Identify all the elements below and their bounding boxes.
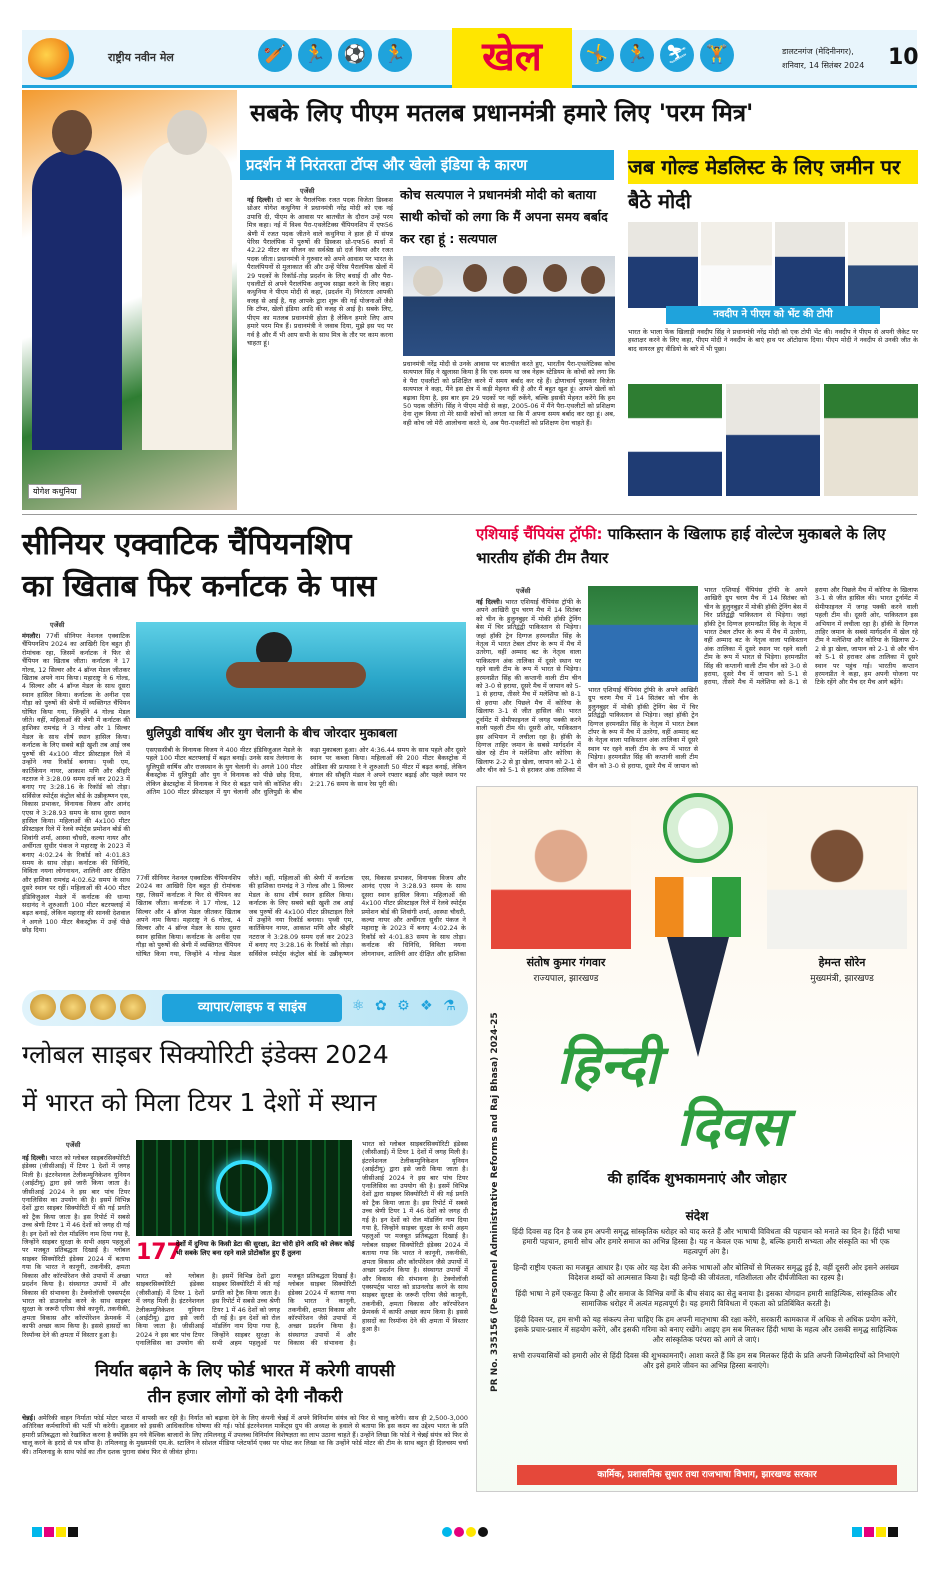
coin-icon [30, 994, 56, 1020]
cm-photo [767, 799, 907, 949]
story4-headline-2: का खिताब फिर कर्नाटक के पास [22, 569, 377, 604]
ad-message [511, 1227, 901, 1457]
sports-icons-left [258, 38, 448, 78]
governor-title: राज्यपाल, झारखण्ड [533, 974, 599, 984]
jharkhand-emblem-icon [663, 793, 733, 863]
dateline-city: डालटनगंज (मेदिनीनगर), [782, 47, 854, 56]
photo-3 [775, 222, 845, 308]
hindi-diwas-ad [476, 786, 918, 1492]
hurdle-icon: 🏃 [378, 38, 412, 72]
coaches-with-pm-photo [403, 256, 615, 356]
paper-name: राष्ट्रीय नवीन मेल [108, 51, 174, 64]
science-icons: ⚛ ✿ ⚙ ❖ ⚗ [352, 998, 459, 1014]
ad-para-1: हिंदी दिवस वह दिन है जब हम अपनी समृद्ध सांस्कृतिक धरोहर को याद करते हैं और भाषायी विविधता की पहचान को मनाते का दिन है। हिंदी भाषा हमारी पहचान, हमारी सोच और हमारे समाज का अभिन्न हिस्सा है। यह न केवल एक भाषा है, बल्कि हमारी सभ्यता और संस्कृति का भी एक महत्वपूर्ण अंग है। [512, 1227, 900, 1256]
story6-dateline: नई दिल्ली। [22, 1154, 48, 1162]
story3-body: भारत के भाला फेंक खिलाड़ी नवदीप सिंह ने प्रधानमंत्री नरेंद्र मोदी को एक टोपी भेंट की। नवदीप ने पीएम से अपनी जैकेट पर हस्ताक्षर करने के लिए कहा, पीएम मोदी ने नवदीप के बाएं हाथ पर ऑटोग्राफ दिया। पीएम मोदी ने नवदीप से उनकी जीत के बाद वायरल हुए वीडियो के बारे में भी पूछा। [628, 328, 918, 353]
story5-body-col1 [476, 598, 581, 774]
story6-headline-1: ग्लोबल साइबर सिक्योरिटी इंडेक्स 2024 [22, 1040, 389, 1069]
photo-6 [726, 384, 820, 496]
photo-tag: योगेश कथुनिया [28, 484, 82, 499]
ad-para-2: हिन्दी राष्ट्रीय एकता का मजबूत आधार है। एक ओर यह देश की अनेक भाषाओं और बोलियों से मिलकर समृद्ध हुई है, वहीं दूसरी ओर इसने असंख्य विदेशज शब्दों को आत्मसात किया है। यही हिन्दी की जीवंतता, गतिशीलता और दीर्घजीविता का रहस्य है। [513, 1263, 899, 1282]
story4-body-col1 [22, 632, 130, 964]
cyber-graphic [136, 1140, 352, 1236]
story5-byline: एजेंसी [516, 587, 531, 595]
football-icon: ⚽ [338, 38, 372, 72]
cm-name: हेमन्त सोरेन [818, 956, 866, 969]
story6-body-right: भारत को ग्लोबल साइबरसिक्योरिटी इंडेक्स (जीसीआई) में टियर 1 देशों में जगह मिली है। इंटरनेशनल टेलीकम्युनिकेशन यूनियन (आईटीयू) द्वारा इसे जारी किया जाता है। जीसीआई 2024 ने इस बार पांच टियर एनालिसिस का उपयोग की है। इसमें विभिन्न देशों द्वारा साइबर सिक्योरिटी में की गई प्रगति को ट्रैक किया जाता है। इस रिपोर्ट में सबसे उच्च श्रेणी टियर 1 में 46 देशों को जगह दी गई है। इन देशों को रोल मॉडलिंग नाम दिया गया है, जिन्होंने साइबर सुरक्षा के सभी अहम पहलुओं पर मजबूत प्रतिबद्धता दिखाई है। ग्लोबल साइबर सिक्योरिटी इंडेक्स 2024 में बताया गया कि भारत ने कानूनी, तकनीकी, क्षमता विकास और कॉरपोरेशन जैसे उपायों में अच्छा प्रदर्शन किया है। संस्थागत उपायों में और विकास की संभावना है। टेक्नोलॉजी एक्सपर्ट्स भारत को डाउनलोड करने के साथ साइबर सुरक्षा के जरूरी एरिया जैसे कानूनी, तकनीकी, क्षमता विकास और कॉरपोरेशन फ्रेमवर्क में काफी अच्छा काम किया है। इससे हासदों का रिस्पॉन्स देने की क्षमता में विस्तार हुआ है। [362, 1140, 468, 1333]
story5-headline [476, 522, 918, 570]
story1-dateline: नई दिल्ली। [247, 196, 274, 204]
photo-5 [628, 384, 722, 496]
governor-photo [491, 799, 631, 949]
governor-name: संतोष कुमार गंगवार [526, 956, 606, 969]
ad-footer: कार्मिक, प्रशासनिक सुधार तथा राजभाषा विभाग, झारखण्ड सरकार [517, 1465, 897, 1485]
story3-headline: जब गोल्ड मेडलिस्ट के लिए जमीन पर बैठे मोदी [628, 150, 918, 218]
story6-text: भारत को ग्लोबल साइबरसिक्योरिटी इंडेक्स (जीसीआई) में टियर 1 देशों में जगह मिली है। इंटरनेशनल टेलीकम्युनिकेशन यूनियन (आईटीयू) द्वारा इसे जारी किया जाता है। जीसीआई 2024 ने इस बार पांच टियर एनालिसिस का उपयोग की है। इसमें विभिन्न देशों द्वारा साइबर सिक्योरिटी में की गई प्रगति को ट्रैक किया जाता है। इस रिपोर्ट में सबसे उच्च श्रेणी टियर 1 में 46 देशों को जगह दी गई है। इन देशों को रोल मॉडलिंग नाम दिया गया है, जिन्होंने साइबर सुरक्षा के सभी अहम पहलुओं पर मजबूत प्रतिबद्धता दिखाई है। ग्लोबल साइबर सिक्योरिटी इंडेक्स 2024 में बताया गया कि भारत ने कानूनी, तकनीकी, क्षमता विकास और कॉरपोरेशन जैसे उपायों में अच्छा प्रदर्शन किया है। संस्थागत उपायों में और विकास की संभावना है। टेक्नोलॉजी एक्सपर्ट्स भारत को डाउनलोड करने के साथ साइबर सुरक्षा के जरूरी एरिया जैसे कानूनी, तकनीकी, क्षमता विकास और कॉरपोरेशन फ्रेमवर्क में काफी अच्छा काम किया है। इससे हासदों का रिस्पॉन्स देने की क्षमता में विस्तार हुआ है। [22, 1154, 130, 1339]
photo-1 [628, 222, 698, 308]
story7-text: अमेरिकी वाहन निर्माता फोर्ड मोटर भारत में वापसी कर रही है। निर्यात को बढ़ावा देने के लिए कंपनी चेन्नई में अपने विनिर्माण संयंत्र को फिर से चालू करेगी। साथ ही 2,500-3,000 अतिरिक्त कर्मचारियों की भर्ती भी करेगी। शुक्रवार को इसकी आधिकारिक घोषणा की गई। फोर्ड इंटरनेशनल मार्केट्स ग्रुप की अध्यक्ष के हवाले से बताया कि इस कदम का उद्देश्य भारत के प्रति हमारी प्रतिबद्धता को रेखांकित करना है क्योंकि हम नये वैश्विक बाजारों के लिए तमिलनाडु में उपलब्ध विनिर्माण विशेषज्ञता का लाभ उठाना चाहते हैं। उन्होंने लिखा कि फोर्ड ने चेन्नई संयंत्र को फिर से चालू करने के इरादे से पत्र सौंपा है। तमिलनाडु के मुख्यमंत्री एम.के. स्टालिन ने सोशल मीडिया प्लेटफॉर्म एक्स पर पोस्ट कर लिखा था कि उन्होंने फोर्ड मोटर की टीम के साथ बहुत ही दिलचस्प चर्चा की। तमिलनाडु के साथ फोर्ड का तीन दशक पुराना संबंध फिर से जीवंत होगा। [22, 1414, 468, 1456]
story4-tail: 77वीं सीनियर नेशनल एक्वाटिक चैंपियनशिप 2024 का आखिरी दिन बहुत ही रोमांचक रहा, जिसमें कर्नाटक ने फिर से चैंपियन का खिताब जीता। कर्नाटक ने 17 गोल्ड, 12 सिल्वर और 4 ब्रॉन्ज मेडल जीतकर खिताब अपने नाम किया। महाराष्ट्र ने 6 गोल्ड, 4 सिल्वर और 4 ब्रॉन्ज मेडल के साथ दूसरा स्थान हासिल किया। कर्नाटक के अनीश एस गौड़ा को पुरुषों की श्रेणी में व्यक्तिगत चैंपियन घोषित किया गया, जिन्होंने 4 गोल्ड मेडल जीते। वहीं, महिलाओं की श्रेणी में कर्नाटक की हाशिका रामचंद्र ने 3 गोल्ड और 1 सिल्वर मेडल के साथ शीर्ष स्थान हासिल किया। कर्नाटक के लिए सबसे बड़ी खुशी तब आई जब पुरुषों की 4x100 मीटर फ्रीस्टाइल रिले में उन्होंने नया रिकॉर्ड बनाया। पृथ्वी एम, कार्तिकेयन नायर, आकाश मणि और श्रीहरि नटराज ने 3:28.09 समय दर्ज कर 2023 में बनाए गए 3:28.16 के रिकॉर्ड को तोड़ा। सर्विसेज स्पोर्ट्स कंट्रोल बोर्ड के उन्नीकृष्णन एस, विकास प्रभाकर, विनायक विजय और आनंद एएस ने 3:28.93 समय के साथ दूसरा स्थान हासिल किया। महिलाओं की 4x100 मीटर फ्रीस्टाइल रिले में रेलवे स्पोर्ट्स प्रमोशन बोर्ड की शिवांगी शर्मा, आस्था चौधरी, कल्या नायर और अर्चीगता सुधीर पंकज ने महाराष्ट्र के 2023 में बनाए 4:02.24 के रिकॉर्ड को 4:01.83 समय के साथ तोड़ा। कर्नाटक की धिनिधि, विविता नयना लोगनाथन, शालिनी आर दीक्षित और हाशिका [136, 874, 466, 958]
story7-body [22, 1414, 468, 1492]
photo-4 [848, 222, 918, 308]
hockey-photo [588, 586, 698, 682]
story1-headline: सबके लिए पीएम मतलब प्रधानमंत्री हमारे लिए 'परम मित्र' [250, 99, 754, 127]
modi-kathuniya-photo [22, 90, 237, 510]
kick-icon: 🤸 [580, 38, 614, 72]
section-band-label: व्यापार/लाइफ व साइंस [162, 994, 342, 1022]
story6-body-col1 [22, 1154, 130, 1354]
story1-byline: एजेंसी [300, 187, 315, 195]
ad-para-5: सभी राज्यवासियों को हमारी ओर से हिंदी दिवस की शुभकामनाएँ। आशा करते हैं कि हम सब मिलकर हिंदी के प्रति अपनी जिम्मेदारियों को निभाएंगे और इसे हमारे जीवन का अभिन्न हिस्सा बनाएंगे। [512, 1351, 900, 1370]
runner-icon: 🏃 [298, 38, 332, 72]
ad-para-3: हिंदी भाषा ने हमें एकजुट किया है और समाज के विभिन्न वर्गों के बीच संवाद का सेतु बनाया है। इसका योगदान हमारी साहित्यिक, सांस्कृतिक और सामाजिक धरोहर में अत्यंत महत्वपूर्ण है। यह हमारी विविधता में एकता को प्रतिबिंबित करती है। [515, 1289, 897, 1308]
sports-icons-right [580, 38, 780, 78]
color-registration-strip [22, 1520, 917, 1534]
story7-headline-2: तीन हजार लोगों को देगी नौकरी [147, 1387, 343, 1407]
story6-headline-2: में भारत को मिला टियर 1 देशों में स्थान [22, 1088, 377, 1117]
story4-subbody: एसएससीबी के विनायक विजय ने 400 मीटर इंडिविजुअल मेडले के पहले 100 मीटर बटरफ्लाई में बढ़त बनाई। उनके साथ तेलंगाना के धुलिपुडी वार्षिथ और राजस्थान के युग चेलानी थे। अगले 100 मीटर बैकस्ट्रोक में धुलिपुडी और युग ने विनायक को पीछे छोड़ दिया, लेकिन ब्रेस्टस्ट्रोक में विनायक ने फिर से बढ़त पाने की कोशिश की। अंतिम 100 मीटर फ्रीस्टाइल में युग चेलानी और धुलिपुडी के बीच कड़ा मुकाबला हुआ। ओर 4:36.44 समय के साथ पहले और दूसरे स्थान पर कब्जा किया। महिलाओं की 200 मीटर बैकस्ट्रोक में ओडिशा की प्रत्यासा रे ने शुरुआती 50 मीटर में बढ़त बनाई, लेकिन बंगाल की सौबृति मंडल ने अपने रफ्तार बढ़ाई और पहले स्थान पर 2:21.76 समय के साथ रेस पूरी की। [146, 746, 466, 797]
ad-title-hindi: हिन्दी [557, 1033, 660, 1096]
ad-para-4: हिंदी दिवस पर, हम सभी को यह संकल्प लेना चाहिए कि हम अपनी मातृभाषा की रक्षा करेंगे, सरकारी कामकाज में अधिक से अधिक प्रयोग करेंगे, इसके प्रचार-प्रसार में सहयोग करेंगे, और इसकी गरिमा को बनाए रखेंगे। आइए हम सब मिलकर हिंदी भाषा के महत्व और उसकी समृद्ध साहित्यिक और सांस्कृतिक परंपरा को आगे ले जाएं। [514, 1315, 898, 1344]
story6-byline: एजेंसी [66, 1141, 81, 1149]
pr-number: PR No. 335156 (Personnel Administrative Reforms and Raj Bhasa) 2024-25 [490, 1012, 500, 1392]
story4-text: 77वीं सीनियर नेशनल एक्वाटिक चैंपियनशिप 2024 का आखिरी दिन बहुत ही रोमांचक रहा, जिसमें कर्नाटक ने फिर से चैंपियन का खिताब जीता। कर्नाटक ने 17 गोल्ड, 12 सिल्वर और 4 ब्रॉन्ज मेडल जीतकर खिताब अपने नाम किया। महाराष्ट्र ने 6 गोल्ड, 4 सिल्वर और 4 ब्रॉन्ज मेडल के साथ दूसरा स्थान हासिल किया। कर्नाटक के अनीश एस गौड़ा को पुरुषों की श्रेणी में व्यक्तिगत चैंपियन घोषित किया गया, जिन्होंने 4 गोल्ड मेडल जीते। वहीं, महिलाओं की श्रेणी में कर्नाटक की हाशिका रामचंद्र ने 3 गोल्ड और 1 सिल्वर मेडल के साथ शीर्ष स्थान हासिल किया। कर्नाटक के लिए सबसे बड़ी खुशी तब आई जब पुरुषों की 4x100 मीटर फ्रीस्टाइल रिले में उन्होंने नया रिकॉर्ड बनाया। पृथ्वी एम, कार्तिकेयन नायर, आकाश मणि और श्रीहरि नटराज ने 3:28.09 समय दर्ज कर 2023 में बनाए गए 3:28.16 के रिकॉर्ड को तोड़ा। सर्विसेज स्पोर्ट्स कंट्रोल बोर्ड के उन्नीकृष्णन एस, विकास प्रभाकर, विनायक विजय और आनंद एएस ने 3:28.93 समय के साथ दूसरा स्थान हासिल किया। महिलाओं की 4x100 मीटर फ्रीस्टाइल रिले में रेलवे स्पोर्ट्स प्रमोशन बोर्ड की शिवांगी शर्मा, आस्था चौधरी, कल्या नायर और अर्चीगता सुधीर पंकज ने महाराष्ट्र के 2023 में बनाए 4:02.24 के रिकॉर्ड को 4:01.83 समय के साथ तोड़ा। कर्नाटक की धिनिधि, विविता नयना लोगनाथन, शालिनी आर दीक्षित और हाशिका रामचंद्र 4:02.62 समय के साथ दूसरे स्थान पर रहीं। महिलाओं की 400 मीटर इंडिविजुअल मेडले में कर्नाटक की धान्या सदानंद ने शुरुआती 100 मीटर बटरफ्लाई में बढ़त बनाई, लेकिन महाराष्ट्र की सानवी देशवाल ने अगले 100 मीटर बैकस्ट्रोक में उन्हें पीछे छोड़ दिया। [22, 632, 130, 935]
stat-number: 177 [136, 1240, 182, 1265]
ad-wish: की हार्दिक शुभकामनाएं और जोहार [607, 1171, 787, 1187]
story5-headline-rest: पाकिस्तान के खिलाफ हाई वोल्टेज मुकाबले के लिए भारतीय हॉकी टीम तैयार [476, 525, 886, 567]
skier-icon: ⛷ [660, 38, 694, 72]
weightlifter-icon: 🏋 [700, 38, 734, 72]
coin-icon [120, 994, 146, 1020]
story1-subhead: प्रदर्शन में निरंतरता टॉप्स और खेलो इंडिया के कारण [240, 150, 614, 180]
story5-dateline: नई दिल्ली। [476, 598, 503, 606]
page-number: 10 [888, 45, 919, 70]
pen-nib-icon [655, 877, 741, 1067]
ad-message-title: संदेश [685, 1209, 709, 1223]
long-jump-icon: 🏃 [620, 38, 654, 72]
dateline-date: शनिवार, 14 सितंबर 2024 [782, 61, 865, 70]
story7-dateline: चेन्नई। [22, 1414, 36, 1422]
story4-headline-1: सीनियर एक्वाटिक चैंपियनशिप [22, 527, 352, 562]
pm-athletes-photos [628, 384, 918, 496]
swimmer-photo [136, 622, 466, 718]
section-band [22, 990, 468, 1026]
story4-dateline: मंगलौर। [22, 632, 41, 640]
story5-kicker: एशियाई चैंपियंस ट्रॉफी: [476, 525, 603, 543]
divider [22, 514, 917, 515]
navdeep-photo-strip [628, 222, 918, 308]
masthead [22, 30, 917, 88]
story1-body [247, 196, 393, 502]
story4-byline: एजेंसी [50, 621, 65, 629]
story3-photo-caption: नवदीप ने पीएम को भेंट की टोपी [666, 306, 880, 324]
story5-body-rest: भारत एशियाई चैंपियंस ट्रॉफी के अपने आखिरी ग्रुप चरण मैच में 14 सितंबर को चीन के हुलुनबुइर में मोकी हॉकी ट्रेनिंग बेस में चिर प्रतिद्वंद्वी पाकिस्तान से भिड़ेगा। जहां हॉकी ट्रेन दिग्गज हरमनप्रीत सिंह के नेतृत्व में भारत टेबल टॉपर के रूप में मैच में उतरेगा, वहीं अम्माद बट के नेतृत्व वाला पाकिस्तान अंक तालिका में दूसरे स्थान पर रहने वाली टीम के रूप में भारत से भिड़ेगा। हरमनप्रीत सिंह की कप्तानी वाली टीम चीन को 3-0 से हराया, दूसरे मैच में जापान को [588, 686, 698, 770]
photo-2 [701, 222, 771, 308]
paper-logo-icon [28, 38, 74, 80]
story7-headline-1: निर्यात बढ़ाने के लिए फोर्ड भारत में करेगी वापसी [95, 1361, 395, 1381]
story2-body: प्रधानमंत्री नरेंद्र मोदी से उनके आवास पर बातचीत करते हुए, भारतीय पैरा-एथलेटिक्स कोच सत्यपाल सिंह ने खुलासा किया है कि एक समय था जब नेहरू स्टेडियम के कोचों को लगा कि वे पैरा एथलीटों को प्रशिक्षित करने में समय बर्बाद कर रहे हैं। द्रोणाचार्य पुरस्कार विजेता सत्यपाल ने कहा, मैंने इस क्षेत्र में कड़ी मेहनत की है और मैं बहुत खुश हूं। आपने खेलों को बढ़ावा दिया है, इस बार हम 29 पदकों पर नहीं रुकेंगे, बल्कि इसकी मेहनत करेंगे कि हम 50 पदक जीतेंगे। सिंह ने पीएम मोदी से कहा, 2005-06 में मैंने पैरा-एथलीटों को प्रशिक्षण देना शुरू किया तो मेरे साथी कोचों को लगता था कि मैं अपना समय बर्बाद कर रहा हूं। अब, वही कोच जो मेरी आलोचना करते थे, अब पैरा-एथलीटों को प्रशिक्षण देना चाहते हैं। [403, 360, 615, 427]
story4-subhead: धुलिपुडी वार्षिथ और युग चेलानी के बीच जोरदार मुकाबला [146, 726, 398, 740]
story5-text: भारत एशियाई चैंपियंस ट्रॉफी के अपने आखिरी ग्रुप चरण मैच में 14 सितंबर को चीन के हुलुनबुइर में मोकी हॉकी ट्रेनिंग बेस में चिर प्रतिद्वंद्वी पाकिस्तान से भिड़ेगा। जहां हॉकी ट्रेन दिग्गज हरमनप्रीत सिंह के नेतृत्व में भारत टेबल टॉपर के रूप में मैच में उतरेगा, वहीं अम्माद बट के नेतृत्व वाला पाकिस्तान अंक तालिका में दूसरे स्थान पर रहने वाली टीम के रूप में भारत से भिड़ेगा। हरमनप्रीत सिंह की कप्तानी वाली टीम चीन को 3-0 से हराया, दूसरे मैच में जापान को 5-1 से हराया, तीसरे मैच में मलेशिया को 8-1 से हराया और पिछले मैच में कोरिया के खिलाफ 3-1 से जीत हासिल की। भारत टूर्नामेंट में सेमीफाइनल में जगह पक्की करने वाली पहली टीम थी। दूसरी ओर, पाकिस्तान इस अभियान में लचीला रहा है। हॉकी के दिग्गज ताहिर जमान के सबसे मार्गदर्शन में खेल रहे टीम ने मलेशिया और कोरिया के खिलाफ 2-2 से ड्रा खेला, जापान को 2-1 से और चीन को 5-1 से हराकर अंक तालिका में [476, 598, 581, 774]
bowler-icon: 🏏 [258, 38, 292, 72]
coin-icons [30, 994, 150, 1022]
ad-title-diwas: दिवस [677, 1095, 787, 1158]
story2-headline: कोच सत्यपाल ने प्रधानमंत्री मोदी को बताया साथी कोचों को लगा कि मैं अपना समय बर्बाद कर रहा हूं : सत्यपाल [400, 187, 608, 246]
section-title: खेल [452, 28, 572, 88]
coin-icon [60, 994, 86, 1020]
story6-body-rest: भारत को ग्लोबल साइबरसिक्योरिटी इंडेक्स (जीसीआई) में टियर 1 देशों में जगह मिली है। इंटरनेशनल टेलीकम्युनिकेशन यूनियन (आईटीयू) द्वारा इसे जारी किया जाता है। जीसीआई 2024 ने इस बार पांच टियर एनालिसिस का उपयोग की है। इसमें विभिन्न देशों द्वारा साइबर सिक्योरिटी में की गई प्रगति को ट्रैक किया जाता है। इस रिपोर्ट में सबसे उच्च श्रेणी टियर 1 में 46 देशों को जगह दी गई है। इन देशों को रोल मॉडलिंग नाम दिया गया है, जिन्होंने साइबर सुरक्षा के सभी अहम पहलुओं पर मजबूत प्रतिबद्धता दिखाई है। ग्लोबल साइबर सिक्योरिटी इंडेक्स 2024 में बताया गया कि भारत ने कानूनी, तकनीकी, क्षमता विकास और कॉरपोरेशन जैसे उपायों में अच्छा प्रदर्शन किया है। संस्थागत उपायों में और विकास की संभावना है। [136, 1272, 356, 1348]
cm-title: मुख्यमंत्री, झारखण्ड [810, 974, 874, 984]
story5-body-cols: भारत एशियाई चैंपियंस ट्रॉफी के अपने आखिरी ग्रुप चरण मैच में 14 सितंबर को चीन के हुलुनबुइर में मोकी हॉकी ट्रेनिंग बेस में चिर प्रतिद्वंद्वी पाकिस्तान से भिड़ेगा। जहां हॉकी ट्रेन दिग्गज हरमनप्रीत सिंह के नेतृत्व में भारत टेबल टॉपर के रूप में मैच में उतरेगा, वहीं अम्माद बट के नेतृत्व वाला पाकिस्तान अंक तालिका में दूसरे स्थान पर रहने वाली टीम के रूप में भारत से भिड़ेगा। हरमनप्रीत सिंह की कप्तानी वाली टीम चीन को 3-0 से हराया, दूसरे मैच में जापान को 5-1 से हराया, तीसरे मैच में मलेशिया को 8-1 से हराया और पिछले मैच में कोरिया के खिलाफ 3-1 से जीत हासिल की। भारत टूर्नामेंट में सेमीफाइनल में जगह पक्की करने वाली पहली टीम थी। दूसरी ओर, पाकिस्तान इस अभियान में लचीला रहा है। हॉकी के दिग्गज ताहिर जमान के सबसे मार्गदर्शन में खेल रहे टीम ने मलेशिया और कोरिया के खिलाफ 2-2 से ड्रा खेला, जापान को 2-1 से और चीन को 5-1 से हराकर अंक तालिका में दूसरे स्थान पर पहुंच गई। भारतीय कप्तान हरमनप्रीत ने कहा, हम अपनी योजना पर टिके रहेंगे और मैच दर मैच आगे बढ़ेंगे। [704, 586, 918, 687]
photo-7 [824, 384, 918, 496]
coin-icon [90, 994, 116, 1020]
stat-text: देशों में दुनिया के किसी डेटा की सुरक्षा, डेटा चोरी होने आदि को लेकर कोई भी सबके लिए बना रहने वाले प्रोटोकॉल हुए हैं तुलना [176, 1240, 355, 1257]
story1-text: दो बार के पैरालंपिक रजत पदक विजेता डिस्कस थ्रोअर योगेश कथुनिया ने प्रधानमंत्री नरेंद्र मोदी को एक नई उपाधि दी, पीएम के आवास पर बातचीत के दौरान उन्हें परम मित्र कहा। नई में विश्व पैरा-एथलेटिक्स चैंपियनशिप में एफ56 श्रेणी में रजत पदक जीतने वाले कथुनिया ने हाल ही में संपन्न पेरिस पैरालंपिक में पुरुषों की डिस्कस थ्रो-एफ56 स्पर्धा में 42.22 मीटर का सीजन का सर्वश्रेष्ठ थ्रो दर्ज किया और रजत पदक जीता। प्रधानमंत्री ने गुरुवार को अपने आवास पर भारत के पैरालंपियनों से मुलाकात की और उन्हें पेरिस पैरालंपिक खेलों में 29 पदकों के रिकॉर्ड-तोड़ प्रदर्शन के लिए बधाई दी और पैरा-एथलीटों से अपने पैरालंपिक अनुभव साझा करने के लिए कहा। कथुनिया ने पीएम मोदी से कहा, (प्रदर्शन में) निरंतरता आपकी वजह से आई है, यह आपके द्वारा शुरू की गई योजनाओं जैसे कि टॉप्स, खेलो इंडिया आदि की वजह से आई है। सबके लिए, पीएम का मतलब प्रधानमंत्री होता है लेकिन हमारे लिए आप हमारे परम मित्र हैं। प्रधानमंत्री ने जवाब दिया, मुझे इस पद पर गर्व है और मैं भी आप सभी के साथ मित्र के तौर पर काम करना चाहता हूं। [247, 196, 393, 347]
